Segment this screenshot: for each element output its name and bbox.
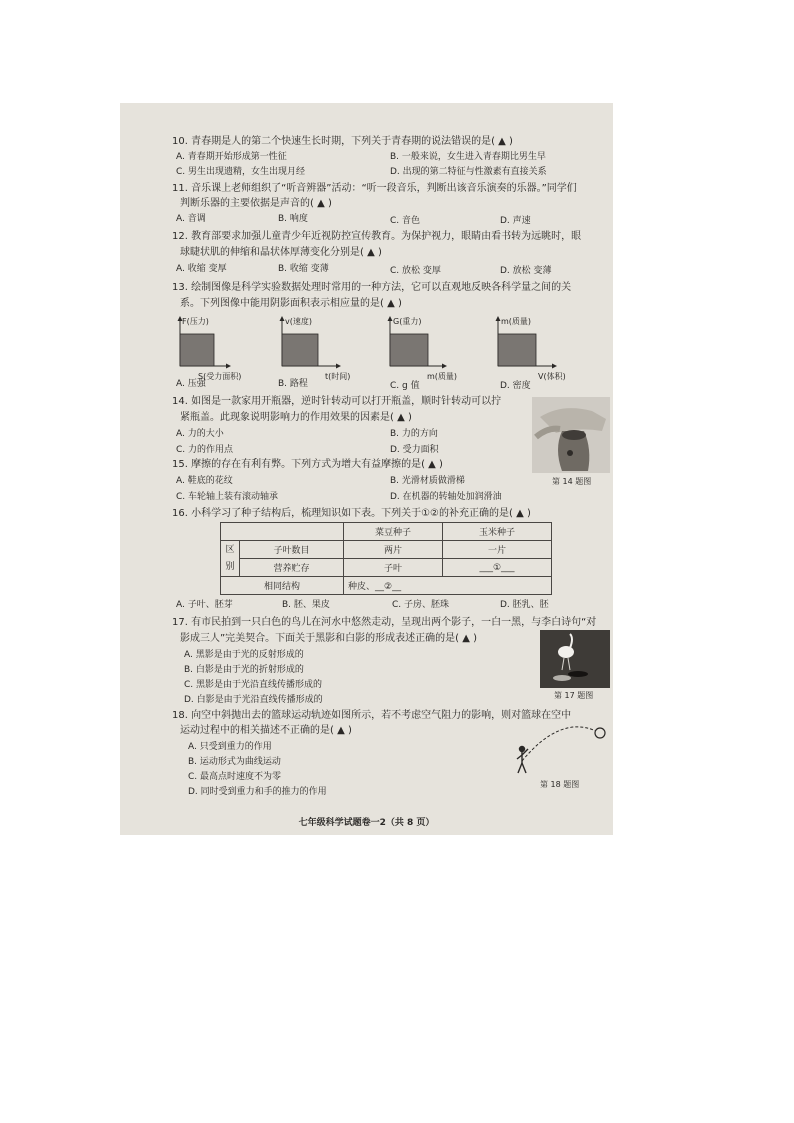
q13-graph-b-ylabel: v(速度) xyxy=(285,317,312,326)
q17-bird-photo xyxy=(540,630,610,688)
q17-option-c: C. 黑影是由于光沿直线传播形成的 xyxy=(184,680,323,690)
q11-option-c: C. 音色 xyxy=(390,216,421,226)
q18-stem-line2: 运动过程中的相关描述不正确的是( ▲ ) xyxy=(180,725,352,736)
exam-paper xyxy=(120,103,613,835)
q16-option-c: C. 子房、胚珠 xyxy=(392,600,450,610)
q18-stem-line1: 18. 向空中斜抛出去的篮球运动轨迹如图所示，若不考虑空气阻力的影响，则对篮球在空中 xyxy=(172,710,572,721)
seed-table-header-corn: 玉米种子 xyxy=(443,523,552,541)
q12-option-b: B. 收缩 变薄 xyxy=(278,264,329,274)
seed-table-difference-label: 区 别 xyxy=(221,541,240,577)
q13-graph-d xyxy=(498,316,566,381)
seed-table-row-cotyledon: 子叶数目 xyxy=(240,541,344,559)
q17-figure-caption: 第 17 题图 xyxy=(554,691,594,700)
q12-stem-line1: 12. 教育部要求加强儿童青少年近视防控宣传教育。为保护视力，眼睛由看书转为远眺时，眼 xyxy=(172,231,582,242)
q16-seed-table xyxy=(220,522,552,595)
q18-option-b: B. 运动形式为曲线运动 xyxy=(188,757,281,767)
q10-option-c: C. 男生出现遗精，女生出现月经 xyxy=(176,167,306,177)
q13-graph-c-xlabel: m(质量) xyxy=(427,372,458,381)
seed-table-header-bean: 菜豆种子 xyxy=(344,523,443,541)
q13-stem-line2: 系。下列图像中能用阴影面积表示相应量的是( ▲ ) xyxy=(180,298,402,309)
q17-option-d: D. 白影是由于光沿直线传播形成的 xyxy=(184,695,323,705)
q13-graph-a-xlabel: S(受力面积) xyxy=(198,372,242,381)
q13-graph-c-ylabel: G(重力) xyxy=(393,317,422,326)
q11-stem-line2: 判断乐器的主要依据是声音的( ▲ ) xyxy=(180,198,332,209)
q13-option-b: B. 路程 xyxy=(278,379,308,389)
q15-option-c: C. 车轮轴上装有滚动轴承 xyxy=(176,492,279,502)
q18-option-c: C. 最高点时速度不为零 xyxy=(188,772,282,782)
seed-table-corn-nutrient: ___①___ xyxy=(443,559,552,577)
q14-option-c: C. 力的作用点 xyxy=(176,445,234,455)
q15-stem: 15. 摩擦的存在有利有弊。下列方式为增大有益摩擦的是( ▲ ) xyxy=(172,459,443,470)
q13-graph-a-ylabel: F(压力) xyxy=(182,317,209,326)
q10-option-b: B. 一般来说，女生进入青春期比男生早 xyxy=(390,152,546,162)
q13-graph-d-ylabel: m(质量) xyxy=(501,317,532,326)
q13-stem-line1: 13. 绘制图像是科学实验数据处理时常用的一种方法，它可以直观地反映各科学量之间的关 xyxy=(172,282,572,293)
q10-option-a: A. 青春期开始形成第一性征 xyxy=(176,152,287,162)
page-footer: 七年级科学试题卷一2（共 8 页） xyxy=(298,818,435,828)
q12-option-a: A. 收缩 变厚 xyxy=(176,264,227,274)
q16-stem: 16. 小科学习了种子结构后，梳理知识如下表。下列关于①②的补充正确的是( ▲ ) xyxy=(172,508,531,519)
q15-option-b: B. 光滑材质做滑梯 xyxy=(390,476,465,486)
q13-option-a: A. 压强 xyxy=(176,379,206,389)
seed-table-corn-cotyledon: 一片 xyxy=(443,541,552,559)
seed-table-bean-nutrient: 子叶 xyxy=(344,559,443,577)
q14-option-a: A. 力的大小 xyxy=(176,429,224,439)
q11-option-b: B. 响度 xyxy=(278,214,308,224)
q18-trajectory-figure xyxy=(510,721,610,777)
q13-graph-b-xlabel: t(时间) xyxy=(325,372,351,381)
q17-option-a: A. 黑影是由于光的反射形成的 xyxy=(184,650,304,660)
q11-option-a: A. 音调 xyxy=(176,214,206,224)
q12-option-d: D. 放松 变薄 xyxy=(500,266,552,276)
basketball-icon xyxy=(595,728,605,738)
q12-stem-line2: 球睫状肌的伸缩和晶状体厚薄变化分别是( ▲ ) xyxy=(180,247,382,258)
q13-graph-b xyxy=(282,316,350,381)
q18-option-a: A. 只受到重力的作用 xyxy=(188,742,272,752)
q13-option-d: D. 密度 xyxy=(500,381,531,391)
q14-option-b: B. 力的方向 xyxy=(390,429,438,439)
q10-stem: 10. 青春期是人的第二个快速生长时期，下列关于青春期的说法错误的是( ▲ ) xyxy=(172,136,513,147)
q18-option-d: D. 同时受到重力和手的推力的作用 xyxy=(188,787,327,797)
seed-table-corner xyxy=(221,523,344,541)
seed-table-row-common: 相同结构 xyxy=(221,577,344,595)
q14-stem-line2: 紧瓶盖。此现象说明影响力的作用效果的因素是( ▲ ) xyxy=(180,412,412,423)
q14-stem-line1: 14. 如图是一款家用开瓶器，逆时针转动可以打开瓶盖，顺时针转动可以拧 xyxy=(172,396,502,407)
q11-stem-line1: 11. 音乐课上老师组织了“听音辨器”活动：“听一段音乐，判断出该音乐演奏的乐器。”同学们 xyxy=(172,183,577,194)
q13-graph-c xyxy=(390,316,457,381)
seed-table-common-value: 种皮、__②__ xyxy=(344,577,552,595)
player-figure-icon xyxy=(517,747,528,774)
q13-option-c: C. g 值 xyxy=(390,381,420,391)
q13-graphs xyxy=(120,311,613,381)
q10-option-d: D. 出现的第二特征与性激素有直接关系 xyxy=(390,167,547,177)
q12-option-c: C. 放松 变厚 xyxy=(390,266,441,276)
q14-option-d: D. 受力面积 xyxy=(390,445,439,455)
seed-table-bean-cotyledon: 两片 xyxy=(344,541,443,559)
q14-figure-caption: 第 14 题图 xyxy=(552,477,592,486)
q18-figure-caption: 第 18 题图 xyxy=(540,780,580,789)
q17-stem-line1: 17. 有市民拍到一只白色的鸟儿在河水中悠然走动，呈现出两个影子，一白一黑，与李白诗句“对 xyxy=(172,617,597,628)
q15-option-a: A. 鞋底的花纹 xyxy=(176,476,233,486)
q11-option-d: D. 声速 xyxy=(500,216,531,226)
q17-stem-line2: 影成三人”完美契合。下面关于黑影和白影的形成表述正确的是( ▲ ) xyxy=(180,633,478,644)
q16-option-b: B. 胚、果皮 xyxy=(282,600,330,610)
q13-graph-a xyxy=(180,316,241,381)
q16-option-a: A. 子叶、胚芽 xyxy=(176,600,233,610)
seed-table-row-nutrient: 营养贮存 xyxy=(240,559,344,577)
q15-option-d: D. 在机器的转轴处加润滑油 xyxy=(390,492,502,502)
q17-option-b: B. 白影是由于光的折射形成的 xyxy=(184,665,304,675)
q13-graph-d-xlabel: V(体积) xyxy=(538,372,566,381)
q16-option-d: D. 胚乳、胚 xyxy=(500,600,549,610)
